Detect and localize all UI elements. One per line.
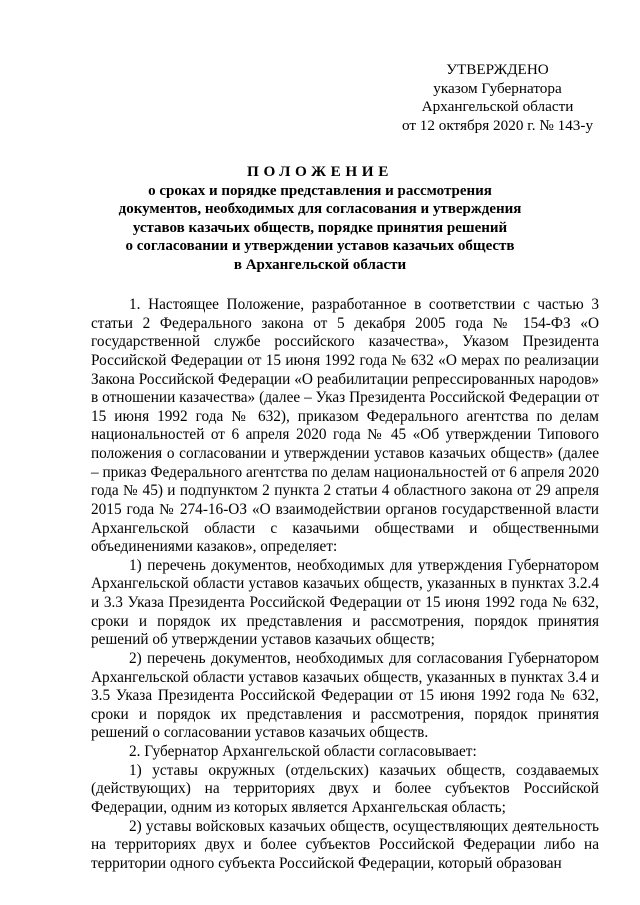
paragraph-2: 2. Губернатор Архангельской области согласовывает: [129,743,477,760]
title-line-3: уставов казачьих обществ, порядке принятия решений [132,219,508,236]
approval-title: УТВЕРЖДЕНО [446,61,549,78]
title-heading: ПОЛОЖЕНИЕ [247,163,393,180]
paragraph-2-item-1: 1) уставы окружных (отдельских) казачьих обществ, создаваемых (действующих) на территориях двух и более субъектов Российской Федерации, одним из которых является Архангельская область; [91,761,599,816]
approval-date-number: от 12 октября 2020 г. № 143-у [401,116,594,134]
paragraph-1: 1. Настоящее Положение, разработанное в соответствии с частью 3 статьи 2 Федерального закона от 5 декабря 2005 года № 154-ФЗ «О государственной службе российского казачества», Указом Президента Российской Федерации от 15 июня 1992 года № 632 «О мерах по реализации Закона Российской Федерации «О реабилитации репрессированных народов» в отношении казачества» (далее – Указ Президента Российской Федерации от 15 июня 1992 года № 632), приказом Федерального агентства по делам национальностей от 6 апреля 2020 года № 45 «Об утверждении Типового положения о согласовании и утверждении уставов казачьих обществ» (далее – приказ Федерального агентства по делам национальностей от 6 апреля 2020 года № 45) и подпунктом 2 пункта 2 статьи 4 областного закона от 29 апреля 2015 года № 274-16-ОЗ «О взаимодействии органов государственной власти Архангельской области с казачьими обществами и общественными объединениями казаков», определяет: [91,296,599,556]
title-line-5: в Архангельской области [233,256,407,273]
title-line-2: документов, необходимых для согласования и утверждения [118,201,522,218]
paragraph-1-item-1: 1) перечень документов, необходимых для утверждения Губернатором Архангельской области уставов казачьих обществ, указанных в пунктах 3.2.4 и 3.3 Указа Президента Российской Федерации от 15 июня 1992 года № 632, сроки и порядок их представления и рассмотрения, порядок принятия решений об утверждении уставов казачьих обществ; [91,556,599,649]
document-body [91,296,599,873]
approval-stamp [380,61,615,135]
approval-region: Архангельской области [421,98,574,115]
paragraph-1-item-2: 2) перечень документов, необходимых для согласования Губернатором Архангельской области уставов казачьих обществ, указанных в пунктах 3.4 и 3.5 Указа Президента Российской Федерации от 15 июня 1992 года № 632, сроки и порядок их представления и рассмотрения, порядок принятия решений о согласовании уставов казачьих обществ. [91,649,599,742]
paragraph-2-item-2: 2) уставы войсковых казачьих обществ, осуществляющих деятельность на территориях двух и более субъектов Российской Федерации либо на территории одного субъекта Российской Федерации, который образован [91,817,599,872]
document-title [90,163,550,275]
title-line-1: о сроках и порядке представления и рассмотрения [148,182,492,199]
approval-issuer: указом Губернатора [433,79,562,97]
title-line-4: о согласовании и утверждении уставов казачьих обществ [125,238,515,255]
